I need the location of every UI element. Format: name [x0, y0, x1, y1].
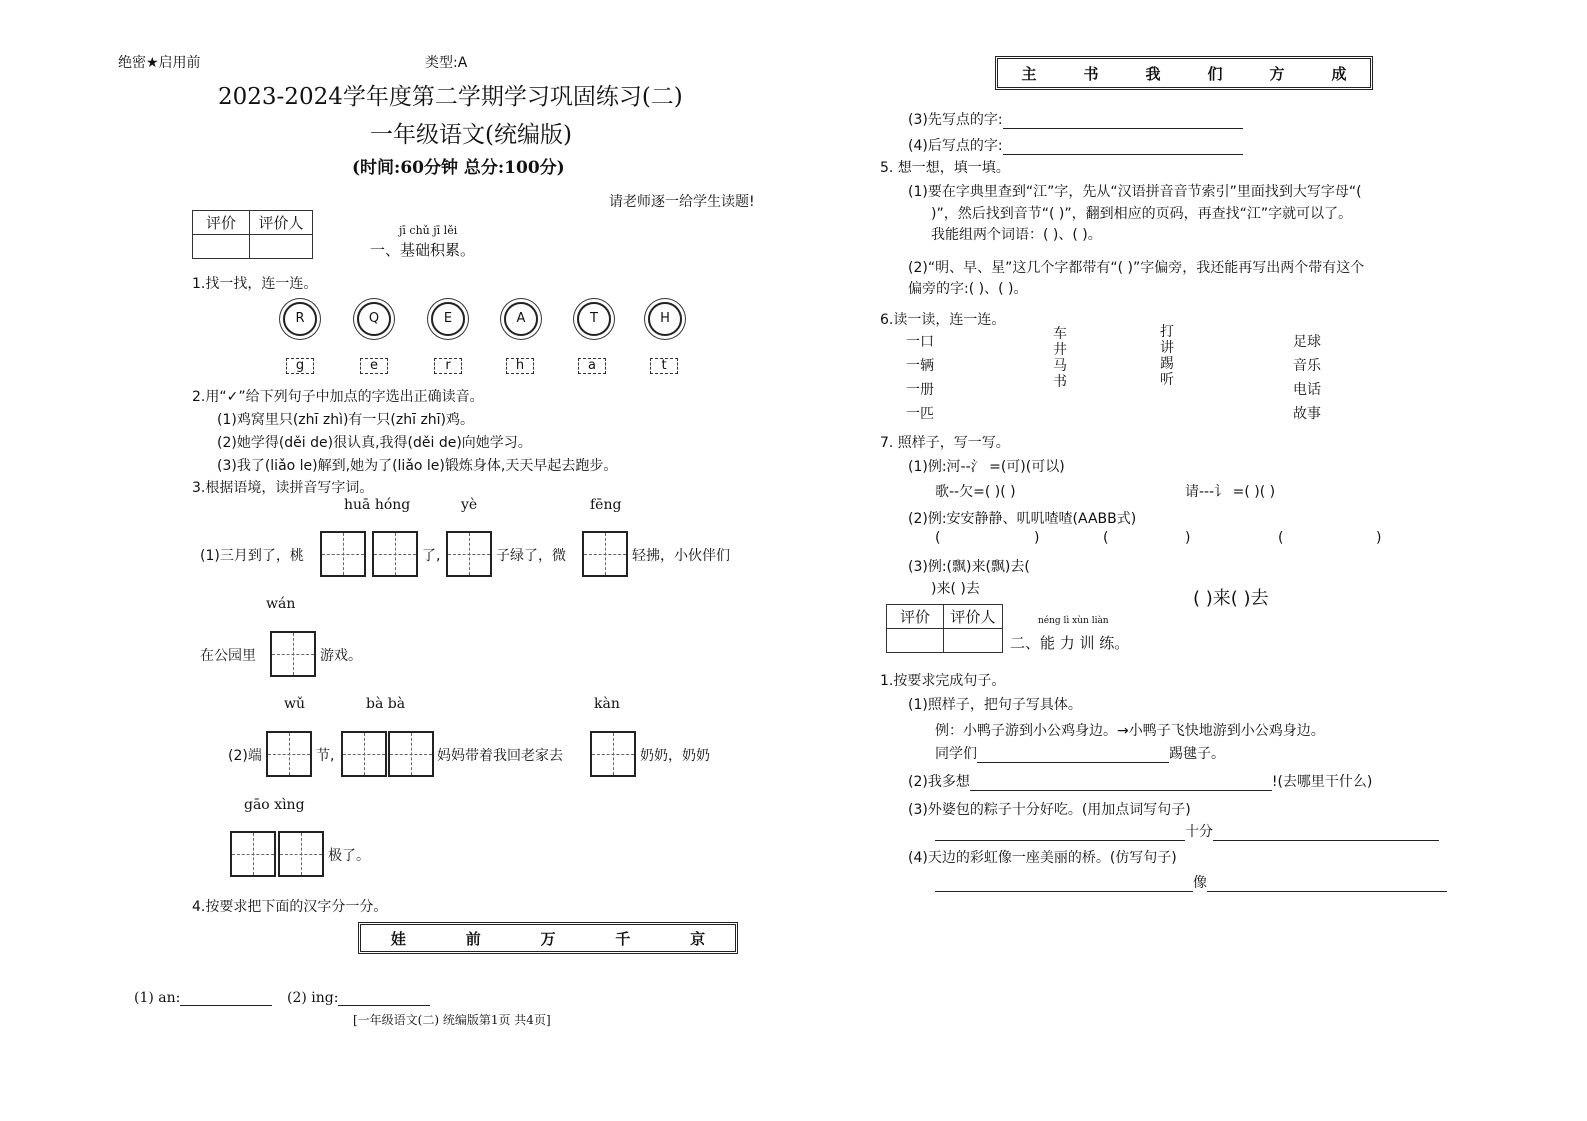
- q3-s1c: 子绿了，微: [496, 548, 566, 564]
- q5-a3: 我能组两个词语：( )、( )。: [931, 227, 1102, 243]
- page-title: 2023-2024学年度第二学期学习巩固练习(二): [218, 84, 683, 110]
- q3-s1d: 轻拂，小伙伴们: [632, 548, 730, 564]
- s2q1-b: [908, 771, 1372, 791]
- q7-b2-open: (: [935, 530, 941, 546]
- s2q1-a: (1)照样子，把句子写具体。: [908, 697, 1082, 713]
- writing-grid[interactable]: [582, 531, 628, 577]
- banner-char: 前: [465, 929, 481, 948]
- q5-a2: )”，然后找到音节“( )”，翻到相应的页码，再查找“江”字就可以了。: [931, 206, 1353, 222]
- teacher-note: 请老师逐一给学生读题!: [609, 194, 755, 210]
- q6-item[interactable]: 一册: [906, 382, 934, 398]
- q6-item[interactable]: 足球: [1293, 334, 1321, 350]
- lower-letter: r: [434, 358, 462, 374]
- q3-s1a: (1)三月到了，桃: [200, 548, 304, 564]
- q2-item: (2)她学得(děi de)很认真,我得(děi de)向她学习。: [217, 435, 532, 451]
- q6-item[interactable]: 打: [1160, 324, 1174, 340]
- q7-text: 7. 照样子，写一写。: [880, 435, 1010, 451]
- q3-s3a: (2)端: [228, 748, 262, 764]
- q6-item[interactable]: 一匹: [906, 406, 934, 422]
- q5-text: 5. 想一想，填一填。: [880, 160, 1010, 176]
- answer-line[interactable]: [935, 877, 1193, 892]
- lower-letter: e: [360, 358, 388, 374]
- secret-label: 绝密★启用前: [118, 55, 201, 71]
- s2q1-d2-label: 像: [1193, 875, 1207, 891]
- q6-col3: [1160, 324, 1174, 388]
- writing-grid[interactable]: [266, 731, 312, 777]
- writing-grid[interactable]: [446, 531, 492, 577]
- q7-a1: (1)例:河--氵 =(可)(可以): [908, 459, 1065, 475]
- q7-b2-open: (: [1103, 530, 1109, 546]
- s2q1-c-lines: [935, 821, 1439, 841]
- q7-c3: ( )来( )去: [1193, 588, 1269, 609]
- banner-char: 京: [690, 929, 706, 948]
- eval-col1: 评价: [887, 605, 944, 629]
- flower-letter: H: [648, 302, 682, 336]
- s2q1-text: 1.按要求完成句子。: [880, 673, 1006, 689]
- banner-char: 们: [1207, 64, 1223, 83]
- q6-item[interactable]: 电话: [1293, 382, 1321, 398]
- banner-char: 娃: [390, 929, 406, 948]
- lower-letter: h: [506, 358, 534, 374]
- q7-b2-close: ): [1376, 530, 1382, 546]
- q7-a2: 歌--欠=( )( ): [935, 484, 1016, 500]
- answer-line[interactable]: [1003, 140, 1243, 155]
- banner-char: 万: [540, 929, 556, 948]
- q2-item: (3)我了(liǎo le)解到,她为了(liǎo le)锻炼身体,天天早起去跑步。: [217, 458, 618, 474]
- q6-item[interactable]: 听: [1160, 372, 1174, 388]
- type-label: 类型:A: [425, 55, 468, 71]
- s2q1-b-label: (2)我多想: [908, 774, 970, 790]
- writing-grid[interactable]: [388, 731, 434, 777]
- q6-item[interactable]: 音乐: [1293, 358, 1321, 374]
- q6-col4: [1293, 330, 1321, 426]
- answer-line[interactable]: [180, 991, 272, 1006]
- q3-s4: 极了。: [328, 848, 370, 864]
- q4-ing: [287, 990, 430, 1006]
- q4-an-label: (1) an:: [134, 990, 181, 1006]
- q6-item[interactable]: 车: [1053, 326, 1067, 342]
- banner-char: 书: [1083, 64, 1099, 83]
- q6-item[interactable]: 踢: [1160, 356, 1174, 372]
- writing-grid[interactable]: [590, 731, 636, 777]
- s2q1-a2-label: 同学们: [935, 746, 977, 762]
- answer-line[interactable]: [970, 776, 1272, 791]
- q2-text: 2.用“✓”给下列句子中加点的字选出正确读音。: [192, 389, 484, 405]
- q4-text: 4.按要求把下面的汉字分一分。: [192, 899, 388, 915]
- q5-b1: (2)“明、早、星”这几个字都带有“( )”字偏旁，我还能再写出两个带有这个: [908, 260, 1365, 276]
- banner-char: 我: [1145, 64, 1161, 83]
- pinyin: bà bà: [366, 696, 406, 712]
- q6-item[interactable]: 马: [1053, 358, 1067, 374]
- chars-banner-left: [358, 922, 738, 954]
- q7-c2: )来( )去: [931, 581, 980, 597]
- writing-grid[interactable]: [278, 831, 324, 877]
- flower-letter: R: [283, 302, 317, 336]
- q3-s3c: 妈妈带着我回老家去: [437, 748, 563, 764]
- q7-a3: 请---讠 =( )( ): [1185, 484, 1276, 500]
- q3-text: 3.根据语境，读拼音写字词。: [192, 480, 374, 496]
- s2q1-b2-label: !(去哪里干什么): [1271, 774, 1373, 790]
- section2-pinyin: néng lì xùn liàn: [1038, 616, 1109, 626]
- q4-ing-label: (2) ing:: [287, 990, 339, 1006]
- flower-letter: Q: [357, 302, 391, 336]
- q7-b2-open: (: [1278, 530, 1284, 546]
- time-info: (时间:60分钟 总分:100分): [352, 158, 565, 178]
- q3-s1b: 了,: [422, 548, 441, 564]
- q1-text: 1.找一找，连一连。: [192, 276, 318, 292]
- writing-grid[interactable]: [230, 831, 276, 877]
- pinyin: wán: [266, 596, 296, 612]
- q7-b1: (2)例:安安静静、叽叽喳喳(AABB式): [908, 511, 1137, 527]
- s2q1-ex: 例：小鸭子游到小公鸡身边。→小鸭子飞快地游到小公鸡身边。: [935, 723, 1325, 739]
- banner-char: 方: [1269, 64, 1285, 83]
- banner-char: 千: [615, 929, 631, 948]
- s2q1-d: (4)天边的彩虹像一座美丽的桥。(仿写句子): [908, 850, 1177, 866]
- eval-col2: 评价人: [250, 211, 313, 235]
- q3-s2a: 在公园里: [200, 648, 256, 664]
- flower-letter: A: [504, 302, 538, 336]
- s2q1-c: (3)外婆包的粽子十分好吃。(用加点词写句子): [908, 802, 1191, 818]
- banner-char: 主: [1021, 64, 1037, 83]
- chars-banner-right: [995, 56, 1373, 90]
- writing-grid[interactable]: [341, 731, 387, 777]
- eval-table-2: [886, 604, 1003, 653]
- section2-title: 二、能 力 训 练。: [1010, 634, 1130, 652]
- pinyin: gāo xìng: [244, 797, 305, 813]
- s2q1-a3-label: 踢毽子。: [1169, 746, 1225, 762]
- eval-col1: 评价: [193, 211, 250, 235]
- writing-grid[interactable]: [270, 631, 316, 677]
- answer-line[interactable]: [935, 826, 1185, 841]
- pinyin: huā hóng: [344, 497, 411, 513]
- q5-b2: 偏旁的字:( )、( )。: [908, 281, 1028, 297]
- q4-an: [134, 990, 272, 1006]
- q7-b2-close: ): [1185, 530, 1191, 546]
- banner-char: 成: [1331, 64, 1347, 83]
- flower-letter: T: [577, 302, 611, 336]
- q6-item[interactable]: 井: [1053, 342, 1067, 358]
- q6-item[interactable]: 讲: [1160, 340, 1174, 356]
- q6-item[interactable]: 故事: [1293, 406, 1321, 422]
- q6-col2: [1053, 326, 1067, 390]
- answer-line[interactable]: [338, 991, 430, 1006]
- q3-s3b: 节,: [316, 748, 335, 764]
- r-q3: [908, 109, 1243, 129]
- lower-letter: a: [578, 358, 606, 374]
- page-footer: [一年级语文(二) 统编版第1页 共4页]: [353, 1013, 551, 1027]
- q2-item: (1)鸡窝里只(zhī zhì)有一只(zhī zhī)鸡。: [217, 412, 475, 428]
- writing-grid[interactable]: [320, 531, 366, 577]
- q6-item[interactable]: 一辆: [906, 358, 934, 374]
- pinyin: kàn: [594, 696, 620, 712]
- eval-col2: 评价人: [944, 605, 1003, 629]
- writing-grid[interactable]: [372, 531, 418, 577]
- pinyin: yè: [461, 497, 478, 513]
- lower-letter: g: [286, 358, 314, 374]
- s2q1-a2: [935, 743, 1225, 763]
- q6-item[interactable]: 一口: [906, 334, 934, 350]
- r-q4: [908, 135, 1243, 155]
- flower-letter: E: [431, 302, 465, 336]
- s2q1-c2-label: 十分: [1185, 824, 1213, 840]
- answer-line[interactable]: [1003, 114, 1243, 129]
- section1-title: 一、基础积累。: [370, 241, 476, 259]
- q6-item[interactable]: 书: [1053, 374, 1067, 390]
- q5-a1: (1)要在字典里查到“江”字，先从“汉语拼音音节索引”里面找到大写字母“(: [908, 184, 1362, 200]
- section1-pinyin: jī chǔ jī lěi: [399, 224, 458, 237]
- pinyin: fēng: [590, 497, 622, 513]
- lower-letter: t: [650, 358, 678, 374]
- pinyin: wǔ: [284, 696, 305, 712]
- q7-b2-close: ): [1034, 530, 1040, 546]
- q6-text: 6.读一读，连一连。: [880, 312, 1006, 328]
- eval-table-1: [192, 210, 313, 259]
- q7-c1: (3)例:(飘)来(飘)去(: [908, 559, 1030, 575]
- q3-s2b: 游戏。: [320, 648, 362, 664]
- answer-line[interactable]: [1207, 877, 1447, 892]
- q6-col1: [906, 330, 934, 426]
- page-subtitle: 一年级语文(统编版): [370, 122, 572, 148]
- answer-line[interactable]: [1213, 826, 1439, 841]
- r-q4-label: (4)后写点的字:: [908, 138, 1003, 154]
- q3-s3d: 奶奶，奶奶: [640, 748, 710, 764]
- r-q3-label: (3)先写点的字:: [908, 112, 1003, 128]
- s2q1-d-lines: [935, 872, 1447, 892]
- answer-line[interactable]: [977, 748, 1169, 763]
